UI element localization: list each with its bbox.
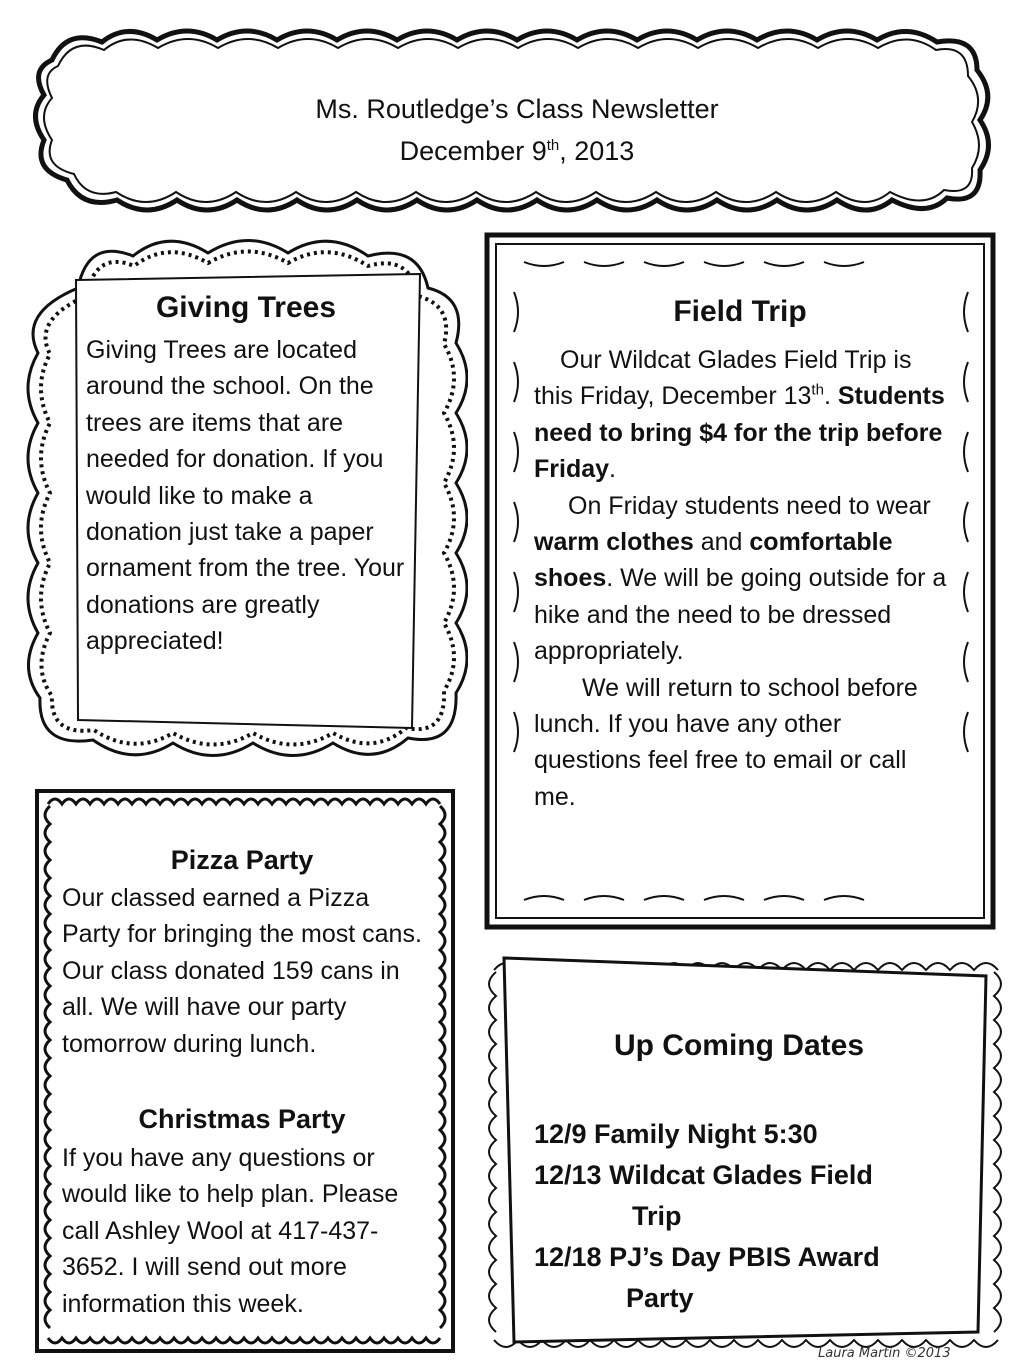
giving-trees-body: Giving Trees are located around the school. On the trees are items that are needed for donation. If you would like to make a donation just take a paper ornament from the tree. Your donations are greatly appreciated! bbox=[86, 336, 405, 656]
field-trip-paragraph-2: On Friday students need to wear warm clothes and comfortable shoes. We will be going outside for a hike and the need to be dressed appropriately. bbox=[534, 491, 947, 666]
artist-credit: Laura Martin ©2013 bbox=[818, 1346, 951, 1361]
date-item-field-trip-cont: Trip bbox=[632, 1201, 682, 1231]
upcoming-dates-title: Up Coming Dates bbox=[613, 1029, 865, 1062]
field-trip-paragraph-3: We will return to school before lunch. If you have any other questions feel free to email or call me. bbox=[534, 673, 918, 811]
field-trip-paragraph-1: Our Wildcat Glades Field Trip is this Friday, December 13th. Students need to bring $4 for the trip before Friday. bbox=[534, 346, 945, 484]
upcoming-dates-list bbox=[534, 1114, 954, 1319]
christmas-party-body: If you have any questions or would like to help plan. Please call Ashley Wool at 417-437-3652. I will send out more information this week. bbox=[62, 1144, 399, 1318]
date-item-pj-day-cont: Party bbox=[626, 1283, 694, 1313]
newsletter-header bbox=[222, 88, 812, 172]
giving-trees-title: Giving Trees bbox=[155, 291, 337, 324]
date-item-family-night: 12/9 Family Night 5:30 bbox=[534, 1119, 818, 1149]
newsletter-date: December 9th, 2013 bbox=[399, 136, 635, 166]
field-trip-title: Field Trip bbox=[673, 295, 807, 328]
newsletter-title: Ms. Routledge’s Class Newsletter bbox=[315, 94, 719, 124]
field-trip-money-note: Students need to bring $4 for the trip before Friday bbox=[534, 382, 945, 484]
date-item-pj-day: 12/18 PJ’s Day PBIS Award bbox=[534, 1242, 880, 1272]
field-trip-body bbox=[534, 342, 950, 815]
date-item-field-trip: 12/13 Wildcat Glades Field bbox=[534, 1160, 873, 1190]
christmas-party-title: Christmas Party bbox=[138, 1104, 346, 1134]
pizza-party-body: Our classed earned a Pizza Party for bringing the most cans. Our class donated 159 cans in all. We will have our party tomorrow during lunch. bbox=[62, 884, 422, 1058]
pizza-party-title: Pizza Party bbox=[170, 845, 314, 875]
